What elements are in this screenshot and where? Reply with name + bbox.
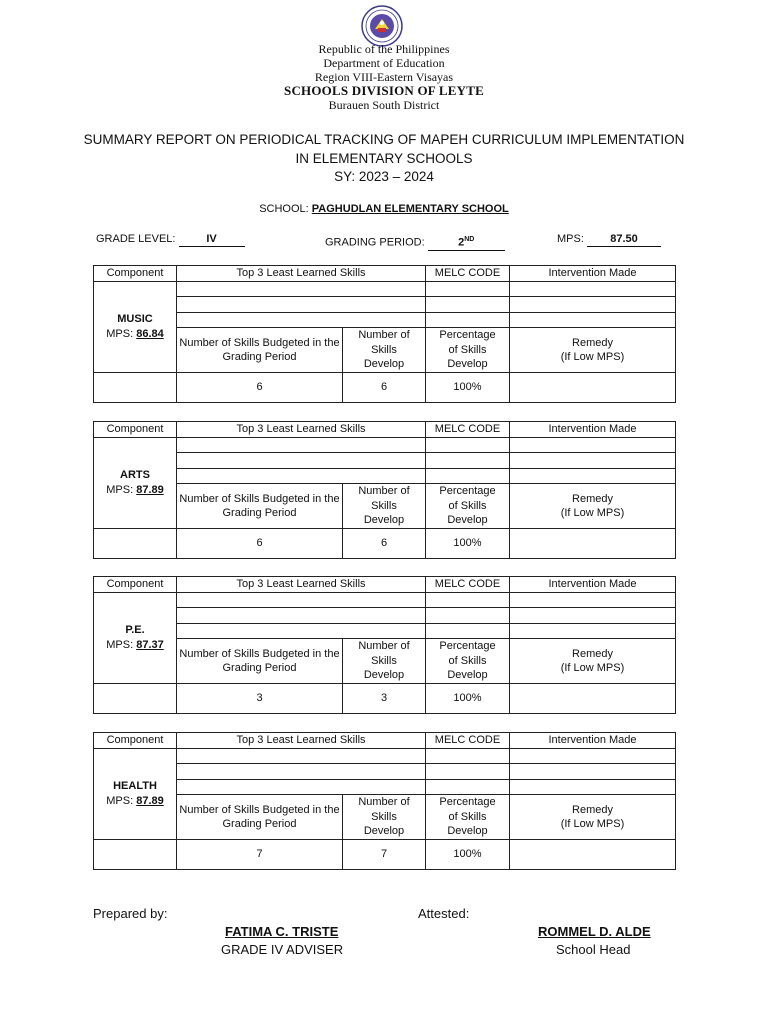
header-melc-code: MELC CODE [426,577,510,593]
header-intervention: Intervention Made [510,422,676,438]
header-remedy: Remedy (If Low MPS) [510,795,676,840]
empty-cell [94,840,177,870]
percentage-value: 100% [426,840,510,870]
skill-cell [177,764,426,780]
skill-cell [177,468,426,484]
component-cell [94,281,177,373]
empty-cell [94,373,177,403]
intervention-cell [510,592,676,608]
melc-cell [426,281,510,297]
school-head-role: School Head [556,942,631,957]
melc-cell [426,748,510,764]
melc-cell [426,779,510,795]
skill-cell [177,779,426,795]
melc-cell [426,468,510,484]
skills-budgeted-value: 7 [177,840,343,870]
header-percentage: Percentage of Skills Develop [426,484,510,529]
component-name: MUSIC [117,313,153,326]
grade-level-field [96,233,245,247]
header-skills-budgeted: Number of Skills Budgeted in the Grading Period [177,795,343,840]
prepared-by-label: Prepared by: [93,906,168,921]
header-remedy: Remedy (If Low MPS) [510,328,676,373]
intervention-cell [510,312,676,328]
intervention-cell [510,297,676,313]
melc-cell [426,592,510,608]
header-least-learned-skills: Top 3 Least Learned Skills [177,577,426,593]
header-skills-budgeted: Number of Skills Budgeted in the Grading Period [177,328,343,373]
component-table [93,576,676,714]
header-skills-developed: Number of Skills Develop [343,484,426,529]
header-melc-code: MELC CODE [426,266,510,282]
skill-cell [177,623,426,639]
header-least-learned-skills: Top 3 Least Learned Skills [177,422,426,438]
intervention-cell [510,281,676,297]
component-name: P.E. [125,624,145,637]
mps-label: MPS: [557,233,584,245]
skill-cell [177,453,426,469]
melc-cell [426,623,510,639]
skills-budgeted-value: 6 [177,529,343,559]
intervention-cell [510,453,676,469]
skill-cell [177,281,426,297]
skill-cell [177,297,426,313]
component-mps: MPS: 87.89 [106,794,164,807]
header-intervention: Intervention Made [510,577,676,593]
melc-cell [426,312,510,328]
intervention-cell [510,623,676,639]
intervention-cell [510,468,676,484]
remedy-value [510,840,676,870]
grading-period-label: GRADING PERIOD: [325,236,425,249]
empty-cell [94,684,177,714]
letterhead-department: Department of Education [323,56,445,70]
component-cell [94,748,177,840]
skills-developed-value: 6 [343,529,426,559]
deped-seal-logo [359,5,405,47]
component-table [93,732,676,870]
header-skills-budgeted: Number of Skills Budgeted in the Grading Period [177,484,343,529]
component-table [93,421,676,559]
intervention-cell [510,748,676,764]
header-component: Component [94,733,177,749]
component-name: HEALTH [113,780,157,793]
skill-cell [177,748,426,764]
component-cell [94,437,177,529]
report-title-line2: IN ELEMENTARY SCHOOLS [295,150,473,166]
header-melc-code: MELC CODE [426,733,510,749]
school-name: PAGHUDLAN ELEMENTARY SCHOOL [311,203,509,215]
header-remedy: Remedy (If Low MPS) [510,639,676,684]
header-percentage: Percentage of Skills Develop [426,795,510,840]
header-skills-developed: Number of Skills Develop [343,328,426,373]
header-skills-developed: Number of Skills Develop [343,795,426,840]
header-percentage: Percentage of Skills Develop [426,639,510,684]
melc-cell [426,297,510,313]
letterhead-division: SCHOOLS DIVISION OF LEYTE [284,83,484,98]
header-least-learned-skills: Top 3 Least Learned Skills [177,733,426,749]
grading-period-value: 2ND [428,233,505,251]
grade-level-label: GRADE LEVEL: [96,233,176,245]
grade-level-value: IV [179,233,245,247]
report-title-line3: SY: 2023 – 2024 [334,169,434,184]
school-line [0,203,768,215]
school-head-name: ROMMEL D. ALDE [538,924,651,939]
component-mps: MPS: 86.84 [106,327,164,340]
melc-cell [426,608,510,624]
header-component: Component [94,266,177,282]
header-percentage: Percentage of Skills Develop [426,328,510,373]
skills-budgeted-value: 6 [177,373,343,403]
letterhead-region: Region VIII-Eastern Visayas [314,70,454,84]
skill-cell [177,608,426,624]
header-melc-code: MELC CODE [426,422,510,438]
school-label: SCHOOL: [259,203,312,215]
header-skills-budgeted: Number of Skills Budgeted in the Grading Period [177,639,343,684]
remedy-value [510,529,676,559]
skills-developed-value: 6 [343,373,426,403]
header-least-learned-skills: Top 3 Least Learned Skills [177,266,426,282]
header-intervention: Intervention Made [510,266,676,282]
intervention-cell [510,608,676,624]
mps-value: 87.50 [587,233,661,247]
component-mps: MPS: 87.89 [106,483,164,496]
skills-developed-value: 3 [343,684,426,714]
component-cell [94,592,177,684]
attested-label: Attested: [418,906,470,921]
header-component: Component [94,577,177,593]
preparer-name: FATIMA C. TRISTE [225,924,339,939]
header-skills-developed: Number of Skills Develop [343,639,426,684]
letterhead-country: Republic of the Philippines [318,42,450,56]
header-component: Component [94,422,177,438]
report-title [0,131,768,187]
percentage-value: 100% [426,684,510,714]
component-table [93,265,676,403]
remedy-value [510,373,676,403]
header-intervention: Intervention Made [510,733,676,749]
skill-cell [177,437,426,453]
mps-field [557,233,661,247]
header-remedy: Remedy (If Low MPS) [510,484,676,529]
intervention-cell [510,437,676,453]
component-name: ARTS [120,469,150,482]
melc-cell [426,764,510,780]
percentage-value: 100% [426,529,510,559]
empty-cell [94,529,177,559]
intervention-cell [510,764,676,780]
melc-cell [426,437,510,453]
component-mps: MPS: 87.37 [106,638,164,651]
report-title-line1: SUMMARY REPORT ON PERIODICAL TRACKING OF MAPEH CURRICULUM IMPLEMENTATION [83,132,685,147]
skill-cell [177,312,426,328]
preparer-role: GRADE IV ADVISER [221,942,344,957]
letterhead-district: Burauen South District [328,98,440,112]
skills-budgeted-value: 3 [177,684,343,714]
grading-period-field [325,233,505,251]
intervention-cell [510,779,676,795]
skill-cell [177,592,426,608]
percentage-value: 100% [426,373,510,403]
skills-developed-value: 7 [343,840,426,870]
letterhead [0,42,768,112]
melc-cell [426,453,510,469]
remedy-value [510,684,676,714]
